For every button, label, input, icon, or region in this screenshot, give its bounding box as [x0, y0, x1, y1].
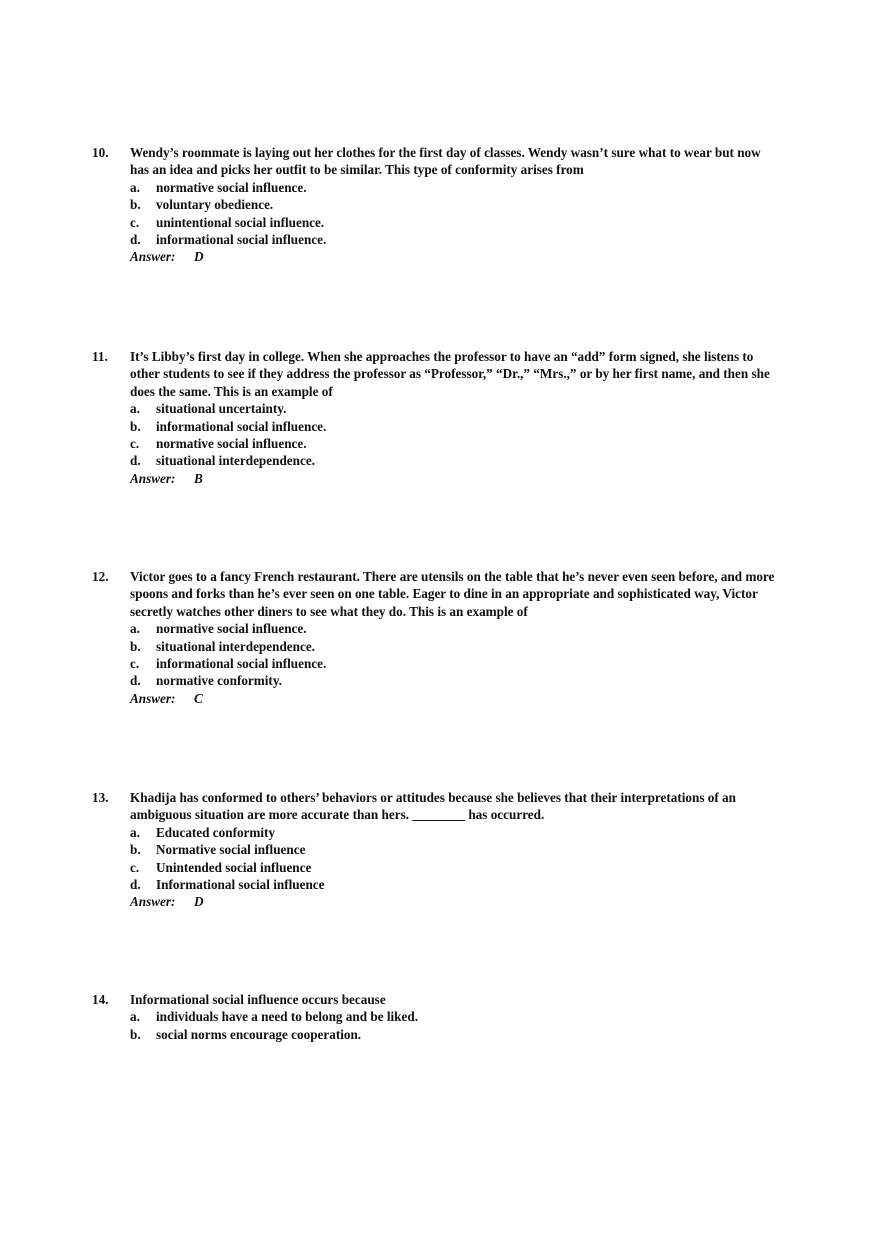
choice-text: unintentional social influence. [156, 214, 325, 230]
answer-value: B [194, 470, 203, 486]
choice-list [130, 620, 792, 690]
choice-letter: a. [130, 179, 140, 195]
choice-letter: a. [130, 621, 140, 637]
question-12 [92, 568, 792, 707]
question-14 [92, 991, 792, 1043]
choice-text: normative social influence. [156, 179, 307, 195]
choice-letter: d. [130, 232, 141, 248]
answer-label: Answer: [130, 690, 176, 706]
choice-text: informational social influence. [156, 418, 327, 434]
question-number: 14. [92, 992, 109, 1007]
question-number: 10. [92, 145, 109, 160]
choice-text: normative social influence. [156, 436, 307, 452]
choice-list [130, 400, 792, 470]
choice-text: social norms encourage cooperation. [156, 1026, 362, 1042]
choice-item [130, 824, 792, 841]
choice-text: individuals have a need to belong and be liked. [156, 1009, 418, 1025]
choice-list [130, 179, 792, 249]
choice-text: situational uncertainty. [156, 401, 287, 417]
question-stem [92, 991, 792, 1008]
question-stem [92, 789, 792, 824]
choice-text: situational interdependence. [156, 453, 315, 469]
choice-item [130, 841, 792, 858]
choice-item [130, 196, 792, 213]
answer-label: Answer: [130, 470, 176, 486]
choice-letter: a. [130, 1009, 140, 1025]
choice-item [130, 672, 792, 689]
answer-value: C [194, 690, 203, 706]
answer-line [130, 470, 792, 487]
choice-letter: c. [130, 859, 140, 875]
choice-item [130, 452, 792, 469]
choice-list [130, 1008, 792, 1043]
question-number: 13. [92, 790, 109, 805]
choice-letter: b. [130, 1026, 141, 1042]
choice-letter: c. [130, 656, 140, 672]
question-text: Wendy’s roommate is laying out her clothes for the first day of classes. Wendy wasn’t sure what to wear but now has an idea and picks her outfit to be similar. This type of conformity arises from [130, 145, 761, 178]
choice-text: situational interdependence. [156, 638, 315, 654]
choice-text: informational social influence. [156, 656, 327, 672]
question-text: Khadija has conformed to others’ behaviors or attitudes because she believes that their interpretations of an ambiguous situation are more accurate than hers. ________ has occurred. [130, 790, 736, 823]
choice-letter: a. [130, 824, 140, 840]
question-stem [92, 144, 792, 179]
choice-text: normative conformity. [156, 673, 282, 689]
choice-text: Unintended social influence [156, 859, 312, 875]
choice-letter: d. [130, 673, 141, 689]
choice-text: informational social influence. [156, 232, 327, 248]
question-11 [92, 348, 792, 487]
choice-letter: a. [130, 401, 140, 417]
choice-item [130, 876, 792, 893]
answer-label: Answer: [130, 894, 176, 910]
choice-item [130, 418, 792, 435]
question-stem [92, 568, 792, 620]
question-number: 11. [92, 349, 108, 364]
answer-value: D [194, 894, 204, 910]
choice-item [130, 231, 792, 248]
choice-list [130, 824, 792, 894]
choice-item [130, 620, 792, 637]
question-text: Victor goes to a fancy French restaurant. There are utensils on the table that he’s never even seen before, and more spoons and forks than he’s ever seen on one table. Eager to dine in an appropriate and sophisticated way, Victor secretly watches other diners to see what they do. This is an example of [130, 569, 775, 619]
answer-label: Answer: [130, 249, 176, 265]
choice-item [130, 638, 792, 655]
choice-letter: b. [130, 638, 141, 654]
choice-letter: c. [130, 214, 140, 230]
choice-letter: b. [130, 197, 141, 213]
choice-letter: b. [130, 418, 141, 434]
choice-item [130, 655, 792, 672]
choice-text: Informational social influence [156, 877, 325, 893]
choice-item [130, 179, 792, 196]
choice-text: Educated conformity [156, 824, 276, 840]
choice-item [130, 214, 792, 231]
choice-item [130, 1008, 792, 1025]
choice-item [130, 400, 792, 417]
choice-text: normative social influence. [156, 621, 307, 637]
choice-letter: d. [130, 453, 141, 469]
question-text: Informational social influence occurs because [130, 992, 386, 1007]
choice-letter: b. [130, 842, 141, 858]
choice-item [130, 859, 792, 876]
choice-item [130, 435, 792, 452]
choice-item [130, 1026, 792, 1043]
question-10 [92, 144, 792, 266]
answer-line [130, 690, 792, 707]
question-13 [92, 789, 792, 911]
choice-text: Normative social influence [156, 842, 306, 858]
choice-text: voluntary obedience. [156, 197, 274, 213]
question-number: 12. [92, 569, 109, 584]
choice-letter: d. [130, 877, 141, 893]
question-stem [92, 348, 792, 400]
answer-line [130, 893, 792, 910]
choice-letter: c. [130, 436, 140, 452]
answer-value: D [194, 249, 204, 265]
question-text: It’s Libby’s first day in college. When she approaches the professor to have an “add” form signed, she listens to other students to see if they address the professor as “Professor,” “Dr.,” “Mrs.,” or by her first name, and then she does the same. This is an example of [130, 349, 770, 399]
answer-line [130, 248, 792, 265]
